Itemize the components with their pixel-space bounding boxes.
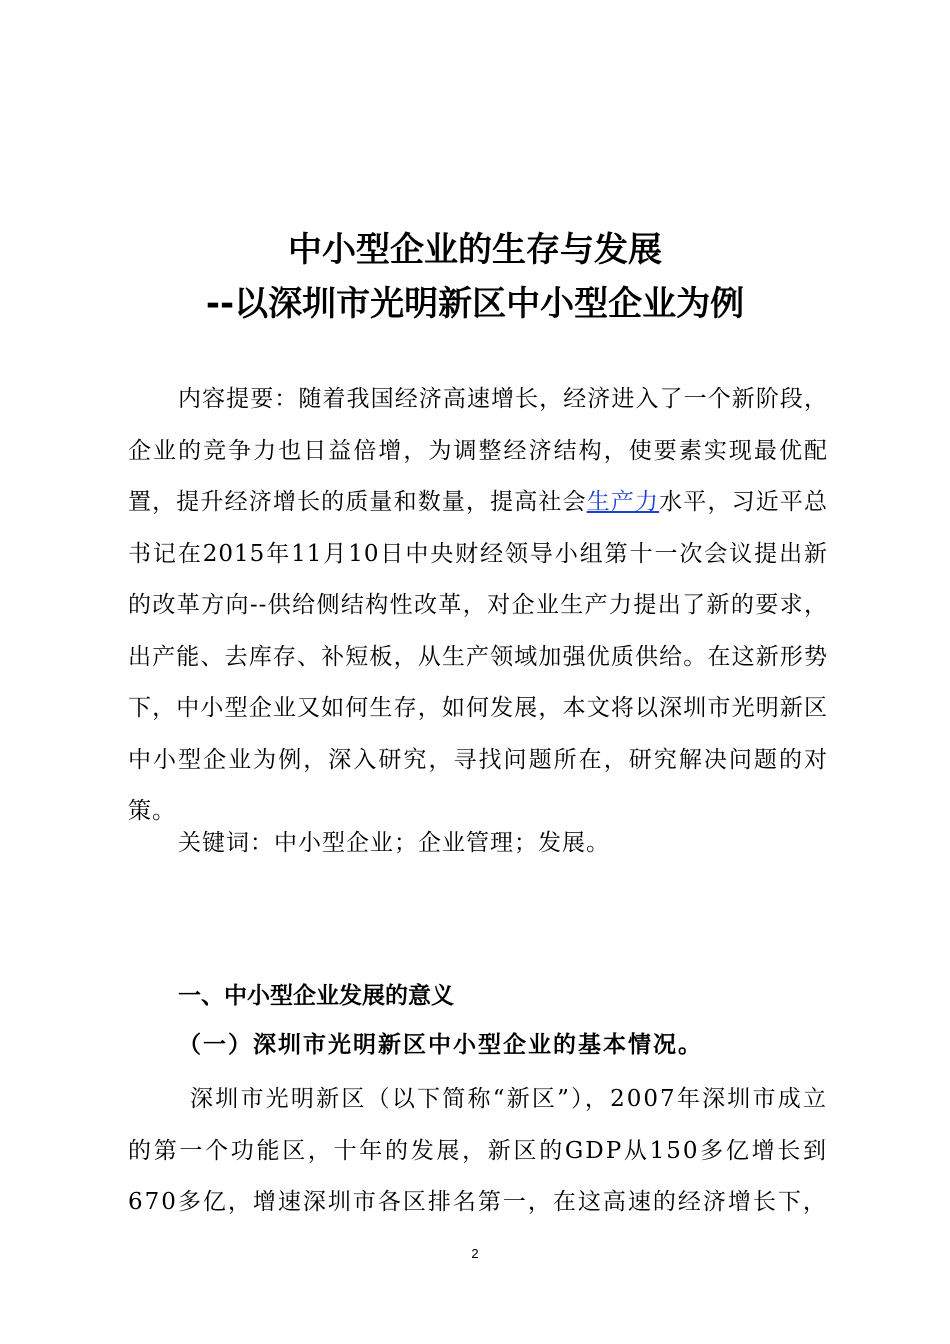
keywords-line: 关键词：中小型企业；企业管理；发展。 [178, 830, 610, 856]
section-heading: 一、中小型企业发展的意义 [178, 983, 454, 1009]
productivity-link[interactable]: 生产力 [586, 489, 660, 515]
document-subtitle: --以深圳市光明新区中小型企业为例 [205, 284, 745, 324]
subsection-heading: （一）深圳市光明新区中小型企业的基本情况。 [178, 1031, 703, 1058]
document-title: 中小型企业的生存与发展 [288, 230, 662, 270]
abstract-text-start: 内容提要：随着我国经济高速增长，经济进入了一个新阶段，企业的竞争力也日益倍增，为调整经济结构，使要素实现最优配置，提升经济增长的质量和数量，提高社会 [128, 386, 828, 515]
abstract-text-end: 水平，习近平总书记在2015年11月10日中央财经领导小组第十一次会议提出新的改革方向--供给侧结构性改革，对企业生产力提出了新的要求，出产能、去库存、补短板，从生产领域加强优质供给。在这新形势下，中小型企业又如何生存，如何发展，本文将以深圳市光明新区中小型企业为例，深入研究，寻找问题所在，研究解决问题的对策。 [128, 489, 829, 824]
page-number: 2 [471, 1246, 479, 1261]
body-paragraph: 深圳市光明新区（以下简称“新区”），2007年深圳市成立的第一个功能区，十年的发展，新区的GDP从150多亿增长到670多亿，增速深圳市各区排名第一，在这高速的经济增长下， [128, 1086, 828, 1215]
abstract-paragraph [128, 374, 828, 838]
